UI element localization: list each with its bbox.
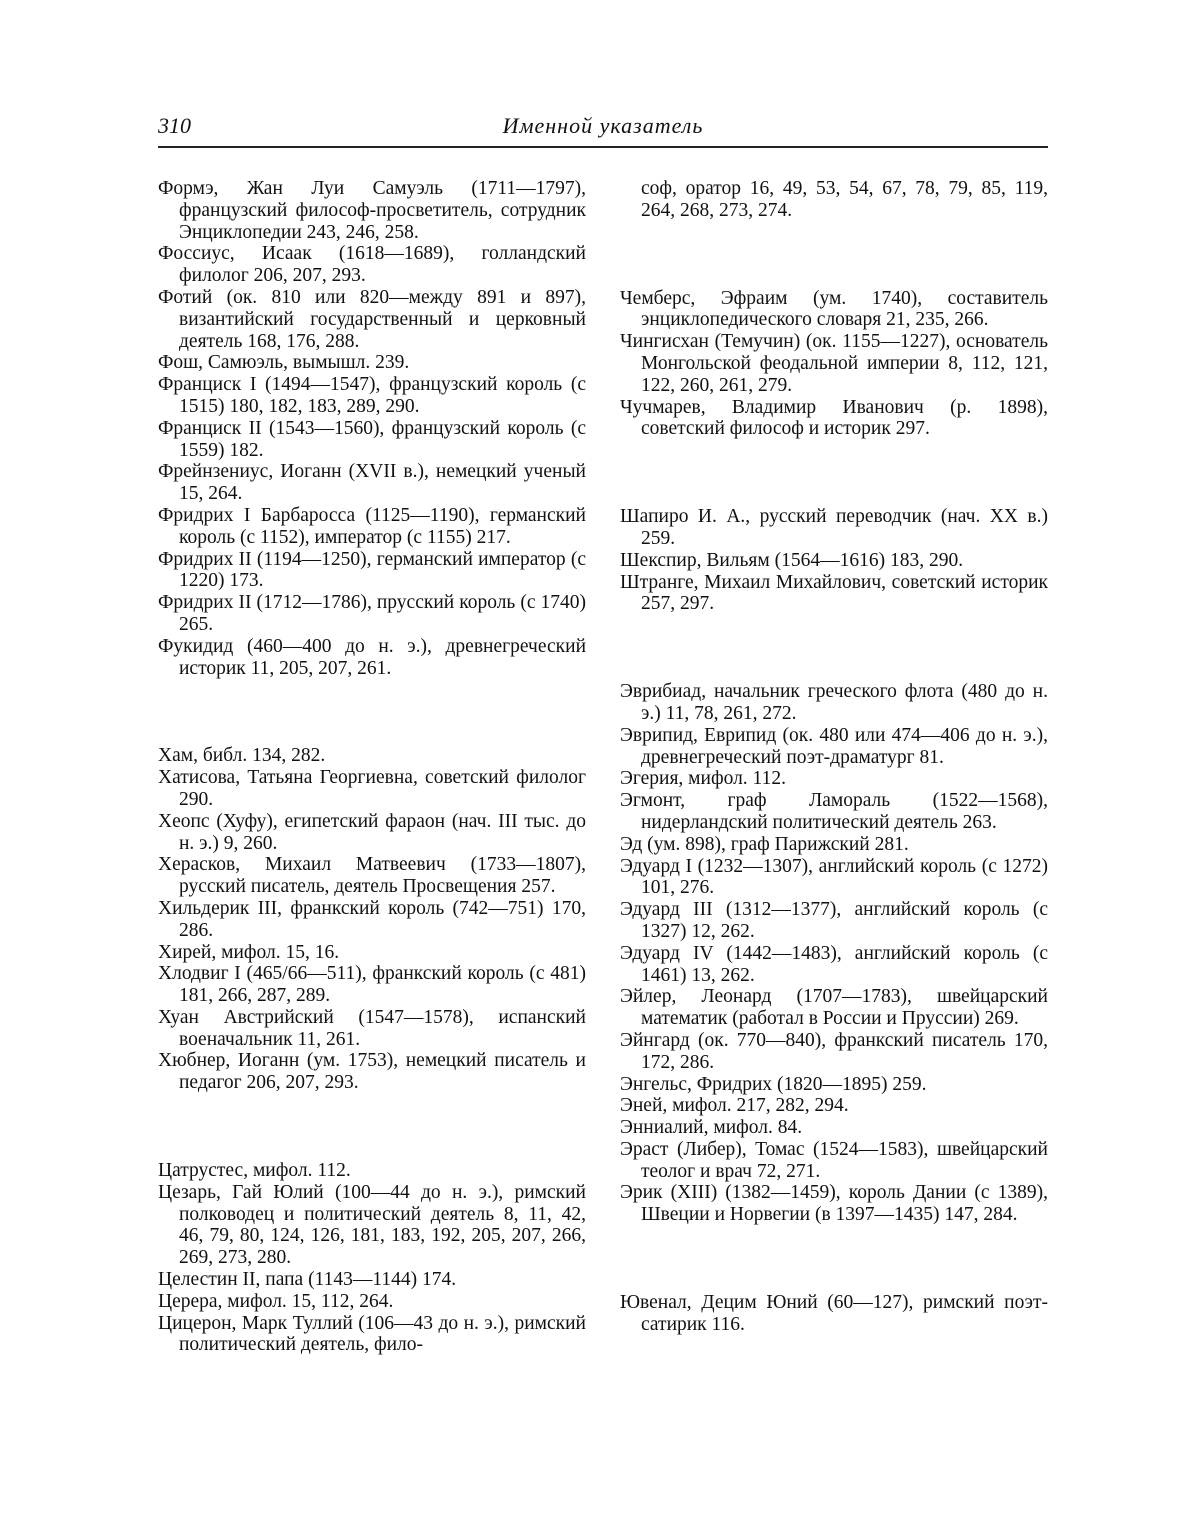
index-entry: Фош, Самюэль, вымышл. 239. (158, 352, 410, 374)
index-entry: Франциск II (1543—1560), французский король (с 1559) 182. (158, 417, 586, 461)
index-entry: Эрик (XIII) (1382—1459), король Дании (с 1389), Швеции и Норвегии (в 1397—1435) 147, 284. (620, 1182, 1048, 1226)
index-entry: Эйлер, Леонард (1707—1783), швейцарский математик (работал в России и Пруссии) 269. (620, 986, 1048, 1030)
index-entry: Эгерия, мифол. 112. (620, 768, 786, 790)
index-entry: Шапиро И. А., русский переводчик (нач. XX в.) 259. (620, 506, 1048, 549)
index-entry: Энниалий, мифол. 84. (620, 1117, 803, 1139)
index-column-left (158, 178, 586, 1356)
index-entry: Хюбнер, Иоганн (ум. 1753), немецкий писатель и педагог 206, 207, 293. (158, 1050, 586, 1094)
index-entry: Хуан Австрийский (1547—1578), испанский военачальник 11, 261. (158, 1006, 586, 1050)
index-entry: Церера, мифол. 15, 112, 264. (158, 1290, 394, 1312)
letter-group-gap (620, 222, 1048, 288)
index-entry: Эраст (Либер), Томас (1524—1583), швейцарский теолог и врач 72, 271. (620, 1138, 1048, 1182)
index-entry: Хирей, мифол. 15, 16. (158, 941, 340, 963)
header-rule (158, 146, 1048, 148)
index-entry: Хильдерик III, франкский король (742—751) 170, 286. (158, 897, 586, 941)
index-entry: Херасков, Михаил Матвеевич (1733—1807), русский писатель, деятель Просвещения 257. (158, 854, 586, 898)
page-number: 310 (158, 113, 191, 138)
letter-group-gap (620, 440, 1048, 506)
index-entry: Эд (ум. 898), граф Парижский 281. (620, 833, 909, 855)
index-entry: Цатрустес, мифол. 112. (158, 1160, 351, 1182)
index-entry: Штранге, Михаил Михайлович, советский историк 257, 297. (620, 571, 1048, 615)
letter-group-gap (158, 679, 586, 745)
index-entry: Хлодвиг I (465/66—511), франкский король (с 481) 181, 266, 287, 289. (158, 963, 586, 1007)
index-entry: Хам, библ. 134, 282. (158, 745, 326, 767)
index-entry: Цицерон, Марк Туллий (106—43 до н. э.), римский политический деятель, фило- (158, 1312, 586, 1356)
index-entry: Ювенал, Децим Юний (60—127), римский поэт-сатирик 116. (620, 1292, 1048, 1335)
index-entry: Фридрих II (1194—1250), германский император (с 1220) 173. (158, 548, 586, 592)
index-entry: Эней, мифол. 217, 282, 294. (620, 1095, 849, 1117)
letter-group-gap (620, 615, 1048, 681)
index-entry: Цезарь, Гай Юлий (100—44 до н. э.), римский полководец и политический деятель 8, 11, 42, 46, 79, 80, 124, 126, 181, 183, 192, 205, 207, 266, 269, 273, 280. (158, 1181, 586, 1269)
index-entry: Эйнгард (ок. 770—840), франкский писатель 170, 172, 286. (620, 1029, 1048, 1073)
index-entry: Эдуард IV (1442—1483), английский король (с 1461) 13, 262. (620, 942, 1048, 986)
index-entry: Формэ, Жан Луи Самуэль (1711—1797), французский философ-просветитель, сотрудник Энциклопедии 243, 246, 258. (158, 178, 586, 243)
index-entry: Хатисова, Татьяна Георгиевна, советский филолог 290. (158, 767, 586, 810)
index-entry: Шекспир, Вильям (1564—1616) 183, 290. (620, 549, 964, 571)
index-entry: Эврибиад, начальник греческого флота (480 до н. э.) 11, 78, 261, 272. (620, 681, 1048, 724)
letter-group-gap (158, 1094, 586, 1160)
index-entry: Энгельс, Фридрих (1820—1895) 259. (620, 1073, 927, 1095)
index-entry-continuation: соф, оратор 16, 49, 53, 54, 67, 78, 79, 85, 119, 264, 268, 273, 274. (641, 178, 1048, 221)
index-entry: Франциск I (1494—1547), французский король (с 1515) 180, 182, 183, 289, 290. (158, 374, 586, 417)
index-entry: Фридрих I Барбаросса (1125—1190), германский король (с 1152), император (с 1155) 217. (158, 504, 586, 548)
index-entry: Фрейнзениус, Иоганн (XVII в.), немецкий ученый 15, 264. (158, 461, 586, 505)
index-entry: Фотий (ок. 810 или 820—между 891 и 897), византийский государственный и церковный деятель 168, 176, 288. (158, 286, 586, 352)
index-entry: Фоссиус, Исаак (1618—1689), голландский филолог 206, 207, 293. (158, 243, 586, 287)
running-title: Именной указатель (502, 113, 704, 138)
index-column-right (620, 178, 1048, 1336)
letter-group-gap (620, 1226, 1048, 1292)
index-entry: Эгмонт, граф Ламораль (1522—1568), нидерландский политический деятель 263. (620, 790, 1048, 833)
index-entry: Фукидид (460—400 до н. э.), древнегреческий историк 11, 205, 207, 261. (158, 635, 586, 679)
index-entry: Чингисхан (Темучин) (ок. 1155—1227), основатель Монгольской феодальной империи 8, 112, 121, 122, 260, 261, 279. (620, 331, 1048, 396)
index-entry: Целестин II, папа (1143—1144) 174. (158, 1269, 457, 1291)
index-entry: Чучмарев, Владимир Иванович (р. 1898), советский философ и историк 297. (620, 396, 1048, 440)
index-entry: Фридрих II (1712—1786), прусский король (с 1740) 265. (158, 592, 586, 635)
page-header (158, 113, 1048, 143)
index-entry: Эдуард III (1312—1377), английский король (с 1327) 12, 262. (620, 899, 1048, 942)
index-entry: Эдуард I (1232—1307), английский король (с 1272) 101, 276. (620, 855, 1048, 899)
index-entry: Чемберс, Эфраим (ум. 1740), составитель энциклопедического словаря 21, 235, 266. (620, 287, 1048, 331)
index-entry: Хеопс (Хуфу), египетский фараон (нач. III тыс. до н. э.) 9, 260. (158, 810, 586, 854)
index-entry: Эврипид, Еврипид (ок. 480 или 474—406 до н. э.), древнегреческий поэт-драматург 81. (620, 724, 1048, 768)
